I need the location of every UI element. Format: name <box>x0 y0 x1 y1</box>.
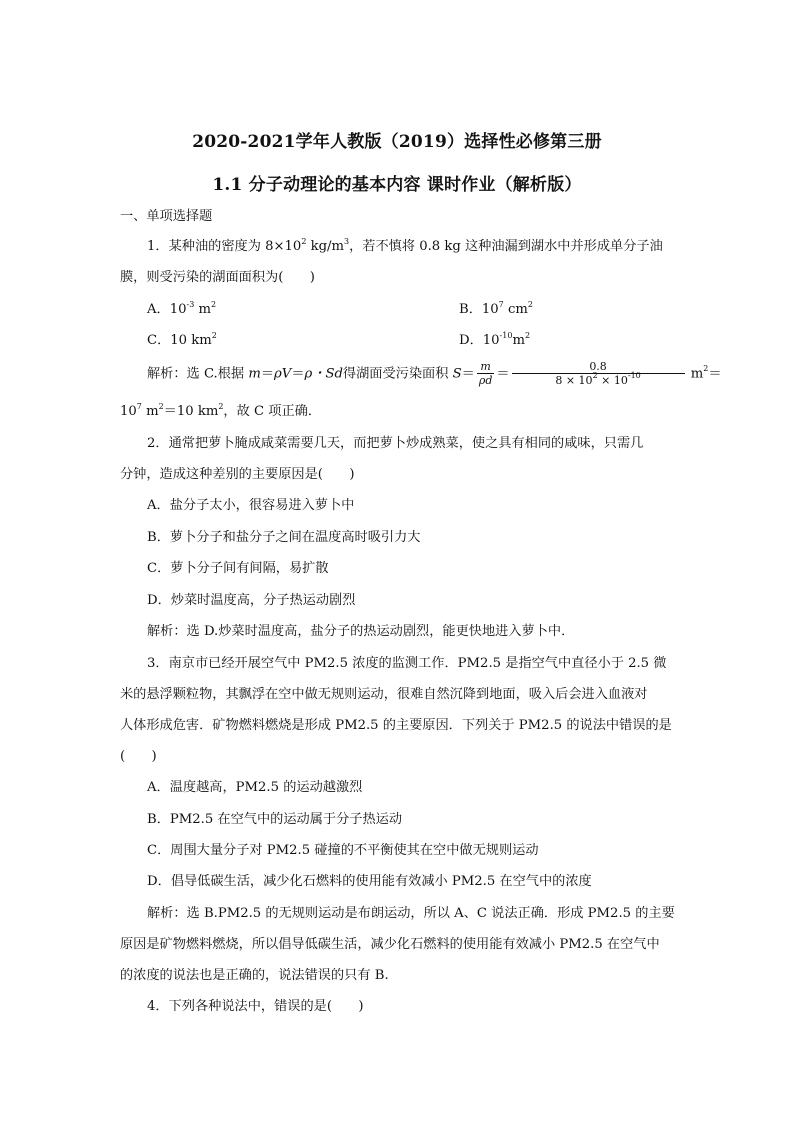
q3-stem-line2: 米的悬浮颗粒物，其飘浮在空中做无规则运动，很难自然沉降到地面，吸入后会进入血液对 <box>120 687 648 702</box>
q3-analysis-line2: 原因是矿物燃料燃烧，所以倡导低碳生活，减少化石燃料的使用能有效减小 PM2.5 在空气中 <box>120 937 660 952</box>
q3-stem-line3: 人体形成危害．矿物燃料燃烧是形成 PM2.5 的主要原因．下列关于 PM2.5 的说法中错误的是 <box>120 718 672 733</box>
q2-stem-line2: 分钟，造成这种差别的主要原因是( ) <box>120 467 355 482</box>
q2-option-b: B．萝卜分子和盐分子之间在温度高时吸引力大 <box>147 530 421 545</box>
q3-analysis-line3: 的浓度的说法也是正确的，说法错误的只有 B. <box>120 968 389 983</box>
q3-stem-line1: 3．南京市已经开展空气中 PM2.5 浓度的监测工作．PM2.5 是指空气中直径小于 2.5 微 <box>147 656 667 671</box>
q1-option-a: A．$10^{-3}$ $m^2$ <box>147 299 217 317</box>
q3-analysis-line1: 解析：选 B.PM2.5 的无规则运动是布朗运动，所以 A、C 说法正确．形成 PM2.5 的主要 <box>147 906 675 921</box>
fraction-numeric: $\frac{0.8}{8 \times 10^2 \times 10^{-10}}$ <box>512 361 685 387</box>
q1-option-c: C．10 $km^2$ <box>147 330 217 348</box>
q2-option-c: C．萝卜分子间有间隔，易扩散 <box>147 561 329 576</box>
q3-option-a: A．温度越高，PM2.5 的运动越激烈 <box>147 780 363 795</box>
q1-stem-line1: 1．某种油的密度为 $8\times 10^2$ $kg/m^3$，若不慎将 0.8 kg 这种油漏到湖水中并形成单分子油 <box>147 236 663 254</box>
q2-analysis: 解析：选 D.炒菜时温度高，盐分子的热运动剧烈，能更快地进入萝卜中． <box>147 624 575 639</box>
doc-subtitle: 1.1 分子动理论的基本内容 课时作业（解析版） <box>212 175 582 195</box>
fraction-m-over-rho-d: $\frac{m}{\rho d}$ <box>478 360 493 387</box>
q1-analysis-line1: 解析：选 C.根据 m＝ρV＝ρ・Sd得湖面受污染面积 S＝ $\frac{m}{\rho d}$ ＝ $\frac{0.8}{8 \times 10^2 \times 10^{-10}}$ $m^2=$ <box>147 360 722 387</box>
q1-option-d: D．$10^{-10}m^2$ <box>459 330 531 348</box>
q2-stem-line1: 2．通常把萝卜腌成咸菜需要几天，而把萝卜炒成熟菜，使之具有相同的咸味，只需几 <box>147 436 644 451</box>
q1-option-b: B．$10^7$ $cm^2$ <box>459 299 533 317</box>
q1-analysis-line2: $10^7$ $m^2=10$ $km^2$，故 C 项正确． <box>120 401 322 419</box>
q3-option-d: D．倡导低碳生活，减少化石燃料的使用能有效减小 PM2.5 在空气中的浓度 <box>147 874 592 889</box>
doc-title: 2020-2021学年人教版（2019）选择性必修第三册 <box>192 132 602 152</box>
q3-option-b: B．PM2.5 在空气中的运动属于分子热运动 <box>147 812 403 827</box>
section-heading: 一、单项选择题 <box>120 209 213 224</box>
q2-option-a: A．盐分子太小，很容易进入萝卜中 <box>147 498 355 513</box>
q2-option-d: D．炒菜时温度高，分子热运动剧烈 <box>147 593 356 608</box>
q1-stem-line2: 膜，则受污染的湖面面积为( ) <box>120 270 315 285</box>
q4-stem-line1: 4．下列各种说法中，错误的是( ) <box>147 999 364 1014</box>
q3-option-c: C．周围大量分子对 PM2.5 碰撞的不平衡使其在空中做无规则运动 <box>147 843 539 858</box>
q3-stem-line4: ( ) <box>120 749 157 764</box>
